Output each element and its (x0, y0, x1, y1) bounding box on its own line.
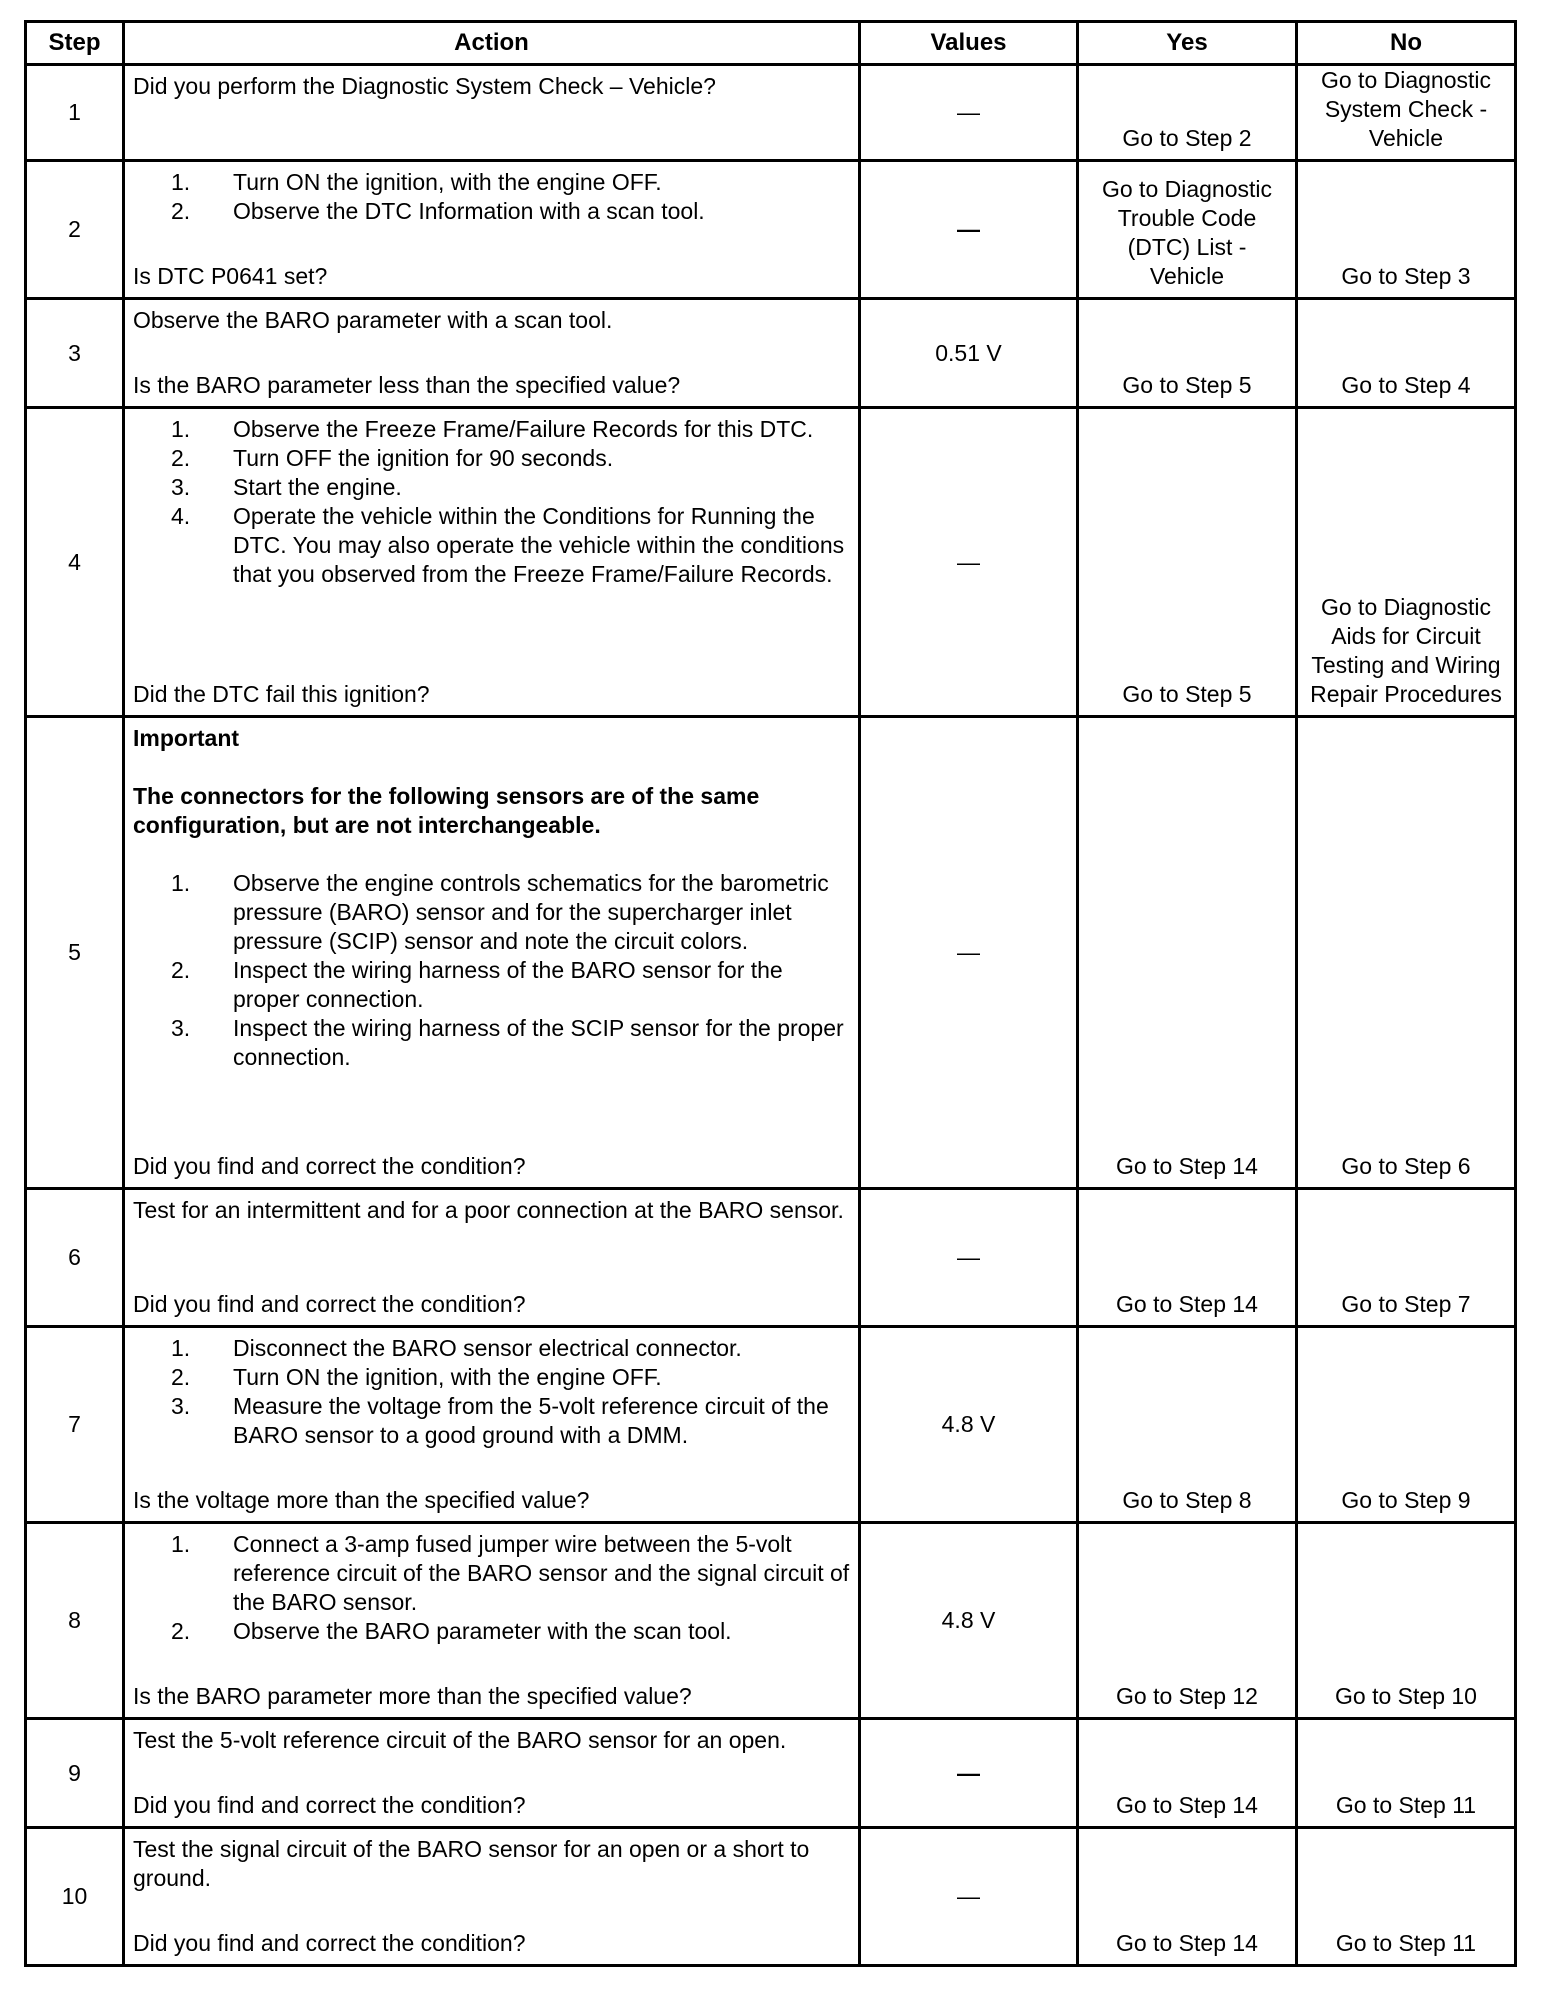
action-cell (124, 65, 860, 161)
step-number: 2 (26, 161, 124, 299)
action-question: Is the voltage more than the specified value? (133, 1487, 590, 1513)
value-cell: 4.8 V (860, 1327, 1078, 1523)
yes-cell: Go to Step 8 (1078, 1327, 1297, 1523)
step-number: 4 (26, 408, 124, 717)
table-row (26, 1523, 1516, 1719)
important-title: Important (133, 725, 240, 751)
header-step: Step (26, 22, 124, 65)
action-cell (124, 299, 860, 408)
value-cell: — (860, 1828, 1078, 1966)
no-cell: Go to Step 6 (1297, 717, 1516, 1189)
no-cell: Go to Step 10 (1297, 1523, 1516, 1719)
yes-cell: Go to Diagnostic Trouble Code (DTC) List - Vehicle (1078, 161, 1297, 299)
step-number: 9 (26, 1719, 124, 1828)
no-cell: Go to Step 9 (1297, 1327, 1516, 1523)
action-question: Did the DTC fail this ignition? (133, 681, 430, 707)
list-item: 1. Turn ON the ignition, with the engine OFF. (171, 169, 662, 195)
action-intro: Test for an intermittent and for a poor connection at the BARO sensor. (133, 1197, 844, 1223)
header-yes: Yes (1078, 22, 1297, 65)
table-row (26, 408, 1516, 717)
step-number: 7 (26, 1327, 124, 1523)
action-steps (133, 415, 850, 589)
action-question: Did you find and correct the condition? (133, 1291, 526, 1317)
table-row (26, 299, 1516, 408)
action-steps (133, 1530, 850, 1646)
value-cell: — (860, 408, 1078, 717)
step-number: 5 (26, 717, 124, 1189)
action-cell (124, 161, 860, 299)
no-cell: Go to Diagnostic Aids for Circuit Testing and Wiring Repair Procedures (1297, 408, 1516, 717)
value-cell: — (860, 1189, 1078, 1327)
no-cell: Go to Step 11 (1297, 1719, 1516, 1828)
action-cell (124, 1828, 860, 1966)
no-cell: Go to Step 4 (1297, 299, 1516, 408)
action-intro: Observe the BARO parameter with a scan tool. (133, 307, 613, 333)
step-number: 6 (26, 1189, 124, 1327)
action-cell (124, 1523, 860, 1719)
action-question: Did you find and correct the condition? (133, 1153, 526, 1179)
list-item: 1. Observe the Freeze Frame/Failure Records for this DTC. (171, 416, 814, 442)
action-steps (133, 168, 850, 226)
action-intro: Test the 5-volt reference circuit of the BARO sensor for an open. (133, 1727, 787, 1753)
value-cell: 4.8 V (860, 1523, 1078, 1719)
yes-cell: Go to Step 14 (1078, 717, 1297, 1189)
table-row (26, 1327, 1516, 1523)
table-row (26, 1828, 1516, 1966)
value-cell: — (860, 161, 1078, 299)
action-question: Is DTC P0641 set? (133, 263, 328, 289)
action-question: Is the BARO parameter more than the specified value? (133, 1683, 692, 1709)
list-item: 2. Inspect the wiring harness of the BARO sensor for the proper connection. (171, 957, 783, 1012)
no-cell: Go to Step 11 (1297, 1828, 1516, 1966)
header-action: Action (124, 22, 860, 65)
no-cell: Go to Step 3 (1297, 161, 1516, 299)
important-note: The connectors for the following sensors are of the same configuration, but are not interchangeable. (133, 783, 760, 838)
yes-cell: Go to Step 2 (1078, 65, 1297, 161)
no-cell: Go to Step 7 (1297, 1189, 1516, 1327)
list-item: 3. Measure the voltage from the 5-volt reference circuit of the BARO sensor to a good ground with a DMM. (171, 1393, 829, 1448)
value-cell: — (860, 65, 1078, 161)
list-item: 1. Observe the engine controls schematics for the barometric pressure (BARO) sensor and for the supercharger inlet pressure (SCIP) sensor and note the circuit colors. (171, 870, 829, 954)
action-steps (133, 869, 850, 1072)
action-cell (124, 1189, 860, 1327)
header-row (26, 22, 1516, 65)
action-steps (133, 1334, 850, 1450)
list-item: 2. Observe the BARO parameter with the scan tool. (171, 1618, 732, 1644)
action-cell (124, 1327, 860, 1523)
header-no: No (1297, 22, 1516, 65)
list-item: 2. Turn OFF the ignition for 90 seconds. (171, 445, 614, 471)
action-question: Did you find and correct the condition? (133, 1792, 526, 1818)
list-item: 2. Turn ON the ignition, with the engine OFF. (171, 1364, 662, 1390)
table-row (26, 717, 1516, 1189)
value-cell: — (860, 717, 1078, 1189)
step-number: 3 (26, 299, 124, 408)
yes-cell: Go to Step 12 (1078, 1523, 1297, 1719)
list-item: 1. Disconnect the BARO sensor electrical connector. (171, 1335, 742, 1361)
header-values: Values (860, 22, 1078, 65)
no-cell: Go to Diagnostic System Check - Vehicle (1297, 65, 1516, 161)
list-item: 3. Start the engine. (171, 474, 402, 500)
value-cell: 0.51 V (860, 299, 1078, 408)
yes-cell: Go to Step 5 (1078, 408, 1297, 717)
list-item: 1. Connect a 3-amp fused jumper wire between the 5-volt reference circuit of the BARO sensor and the signal circuit of the BARO sensor. (171, 1531, 850, 1615)
table-row (26, 161, 1516, 299)
step-number: 10 (26, 1828, 124, 1966)
table-row (26, 1189, 1516, 1327)
value-cell: — (860, 1719, 1078, 1828)
list-item: 4. Operate the vehicle within the Conditions for Running the DTC. You may also operate the vehicle within the conditions that you observed from the Freeze Frame/Failure Records. (171, 503, 845, 587)
action-cell (124, 717, 860, 1189)
list-item: 2. Observe the DTC Information with a scan tool. (171, 198, 705, 224)
yes-cell: Go to Step 14 (1078, 1828, 1297, 1966)
step-number: 1 (26, 65, 124, 161)
table-row (26, 65, 1516, 161)
action-intro: Did you perform the Diagnostic System Check – Vehicle? (133, 73, 716, 99)
table-row (26, 1719, 1516, 1828)
action-cell (124, 408, 860, 717)
action-question: Is the BARO parameter less than the specified value? (133, 372, 681, 398)
yes-cell: Go to Step 14 (1078, 1719, 1297, 1828)
list-item: 3. Inspect the wiring harness of the SCIP sensor for the proper connection. (171, 1015, 844, 1070)
action-question: Did you find and correct the condition? (133, 1930, 526, 1956)
action-intro: Test the signal circuit of the BARO sensor for an open or a short to ground. (133, 1836, 810, 1891)
step-number: 8 (26, 1523, 124, 1719)
yes-cell: Go to Step 14 (1078, 1189, 1297, 1327)
diagnostic-table (24, 20, 1517, 1967)
yes-cell: Go to Step 5 (1078, 299, 1297, 408)
action-cell (124, 1719, 860, 1828)
